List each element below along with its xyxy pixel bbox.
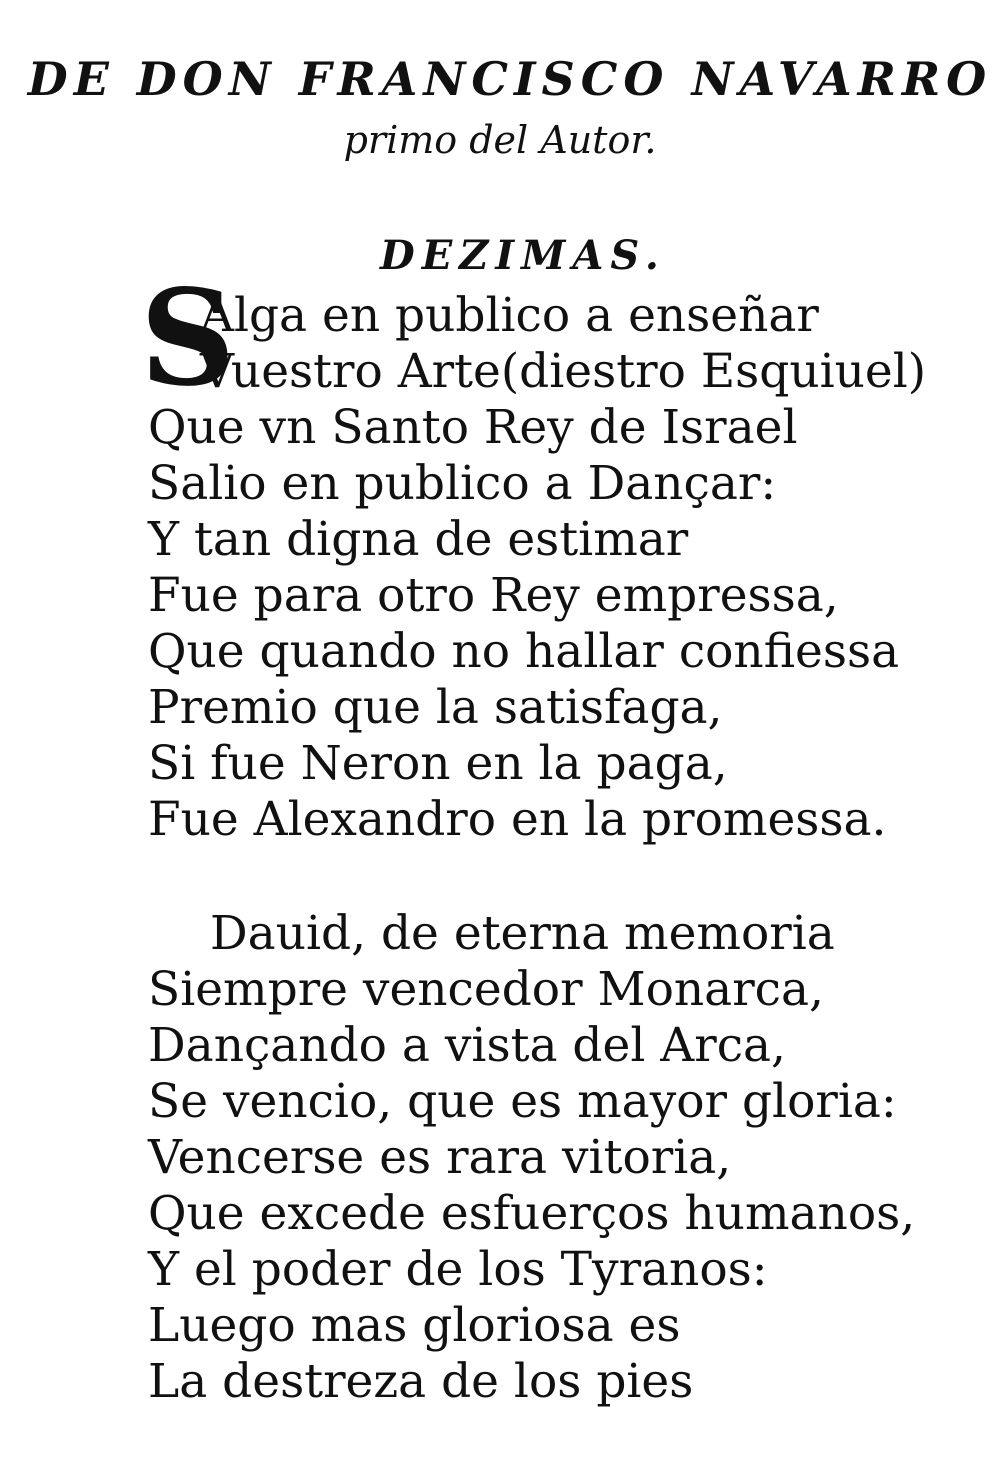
section-title: DEZIMAS.	[380, 232, 666, 279]
verse-line: Y el poder de los Tyranos:	[148, 1242, 768, 1297]
verse-line: Si fue Neron en la paga,	[148, 736, 728, 791]
verse-line: Que vn Santo Rey de Israel	[148, 400, 798, 455]
verse-line: Alga en publico a enseñar	[200, 288, 819, 343]
verse-line: Se vencio, que es mayor gloria:	[148, 1074, 897, 1129]
verse-line: Salio en publico a Dançar:	[148, 456, 777, 511]
drop-cap-letter: S	[140, 261, 236, 416]
verse-line: Vuestro Arte(diestro Esquiuel)	[200, 344, 927, 399]
verse-line: Fue para otro Rey empressa,	[148, 568, 839, 623]
verse-line: Dauid, de eterna memoria	[210, 906, 835, 961]
stanza-second	[148, 906, 915, 1410]
heading-author: DE DON FRANCISCO NAVARRO	[27, 52, 993, 106]
heading-subtitle: primo del Autor.	[343, 118, 657, 162]
stanza-first	[148, 288, 926, 848]
verse-line: Siempre vencedor Monarca,	[148, 962, 824, 1017]
verse-line: Y tan digna de estimar	[148, 512, 689, 567]
verse-line: Vencerse es rara vitoria,	[148, 1130, 732, 1185]
verse-line: Luego mas gloriosa es	[148, 1298, 681, 1353]
verse-line: Premio que la satisfaga,	[148, 680, 723, 735]
verse-line: Fue Alexandro en la promessa.	[148, 792, 887, 847]
verse-line: Que quando no hallar confiessa	[148, 624, 900, 679]
verse-line: La destreza de los pies	[148, 1354, 694, 1409]
verse-line: Dançando a vista del Arca,	[148, 1018, 786, 1073]
verse-line: Que excede esfuerços humanos,	[148, 1186, 916, 1241]
